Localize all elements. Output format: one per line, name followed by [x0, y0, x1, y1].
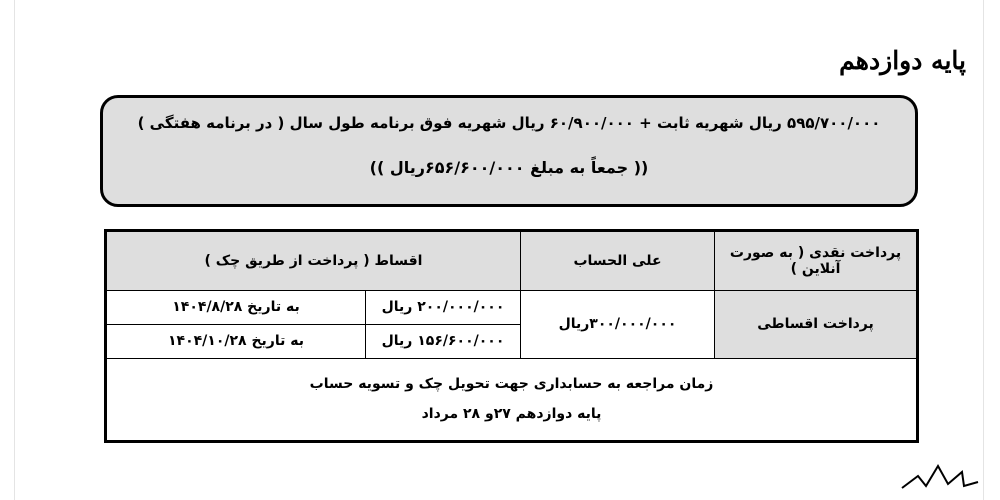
grade-title: پایه دوازدهم: [839, 46, 966, 75]
header-installments: اقساط ( پرداخت از طریق چک ): [106, 231, 521, 291]
star-burst-icon: [900, 460, 980, 500]
prepayment-amount: ۳۰۰/۰۰۰/۰۰۰ریال: [521, 290, 715, 358]
tuition-total: (( جمعاً به مبلغ ۶۵۶/۶۰۰/۰۰۰ریال )): [369, 158, 649, 177]
payment-table: [104, 229, 919, 443]
installment-amount: ۱۵۶/۶۰۰/۰۰۰ ریال: [366, 324, 521, 358]
installment-date: به تاریخ ۱۴۰۴/۸/۲۸: [106, 290, 366, 324]
tuition-summary-box: [100, 95, 918, 207]
header-prepayment: علی الحساب: [521, 231, 715, 291]
header-cash: پرداخت نقدی ( به صورت آنلاین ): [715, 231, 918, 291]
note-line: پایه دوازدهم ۲۷و ۲۸ مرداد: [421, 406, 602, 423]
note-line: زمان مراجعه به حسابداری جهت تحویل چک و تسویه حساب: [309, 376, 714, 393]
row-label-installment-payment: پرداخت اقساطی: [715, 290, 918, 358]
table-header-row: [106, 231, 918, 291]
installment-amount: ۲۰۰/۰۰۰/۰۰۰ ریال: [366, 290, 521, 324]
table-row: [106, 290, 918, 324]
accounting-visit-note: [106, 358, 918, 441]
table-row: [106, 358, 918, 441]
tuition-breakdown: ۵۹۵/۷۰۰/۰۰۰ ریال شهریه ثابت + ۶۰/۹۰۰/۰۰۰ ریال شهریه فوق برنامه طول سال ( در برنامه هفتگی ): [137, 114, 881, 132]
installment-date: به تاریخ ۱۴۰۴/۱۰/۲۸: [106, 324, 366, 358]
